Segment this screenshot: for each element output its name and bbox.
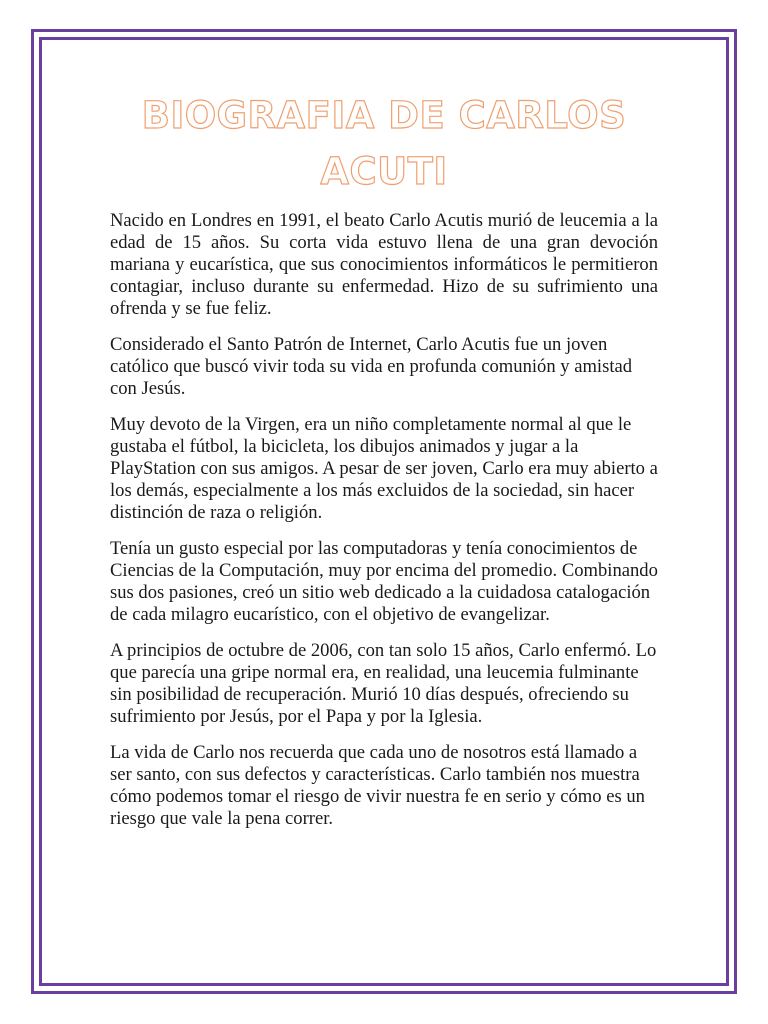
paragraph-3: Muy devoto de la Virgen, era un niño completamente normal al que le gustaba el fútbol, la bicicleta, los dibujos animados y jugar a la PlayStation con sus amigos. A pesar de ser joven, Carlo era muy abierto a los demás, especialmente a los más excluidos de la sociedad, sin hacer distinción de raza o religión. [110, 414, 658, 523]
paragraph-2: Considerado el Santo Patrón de Internet, Carlo Acutis fue un joven católico que buscó vivir toda su vida en profunda comunión y amistad con Jesús. [110, 334, 633, 399]
paragraph-5: A principios de octubre de 2006, con tan solo 15 años, Carlo enfermó. Lo que parecía una gripe normal era, en realidad, una leucemia fulminante sin posibilidad de recuperación. Murió 10 días después, ofreciendo su sufrimiento por Jesús, por el Papa y por la Iglesia. [110, 640, 657, 727]
document-body [110, 210, 658, 844]
paragraph-1: Nacido en Londres en 1991, el beato Carlo Acutis murió de leucemia a la edad de 15 años. Su corta vida estuvo llena de una gran devoción mariana y eucarística, que sus conocimientos informáticos le permitieron contagiar, incluso durante su enfermedad. Hizo de su sufrimiento una ofrenda y se fue feliz. [110, 210, 658, 319]
document-title: BIOGRAFIA DE CARLOS ACUTI [141, 94, 627, 193]
paragraph-6: La vida de Carlo nos recuerda que cada uno de nosotros está llamado a ser santo, con sus defectos y características. Carlo también nos muestra cómo podemos tomar el riesgo de vivir nuestra fe en serio y cómo es un riesgo que vale la pena correr. [110, 742, 645, 829]
paragraph-4: Tenía un gusto especial por las computadoras y tenía conocimientos de Ciencias de la Computación, muy por encima del promedio. Combinando sus dos pasiones, creó un sitio web dedicado a la cuidadosa catalogación de cada milagro eucarístico, con el objetivo de evangelizar. [110, 538, 658, 625]
